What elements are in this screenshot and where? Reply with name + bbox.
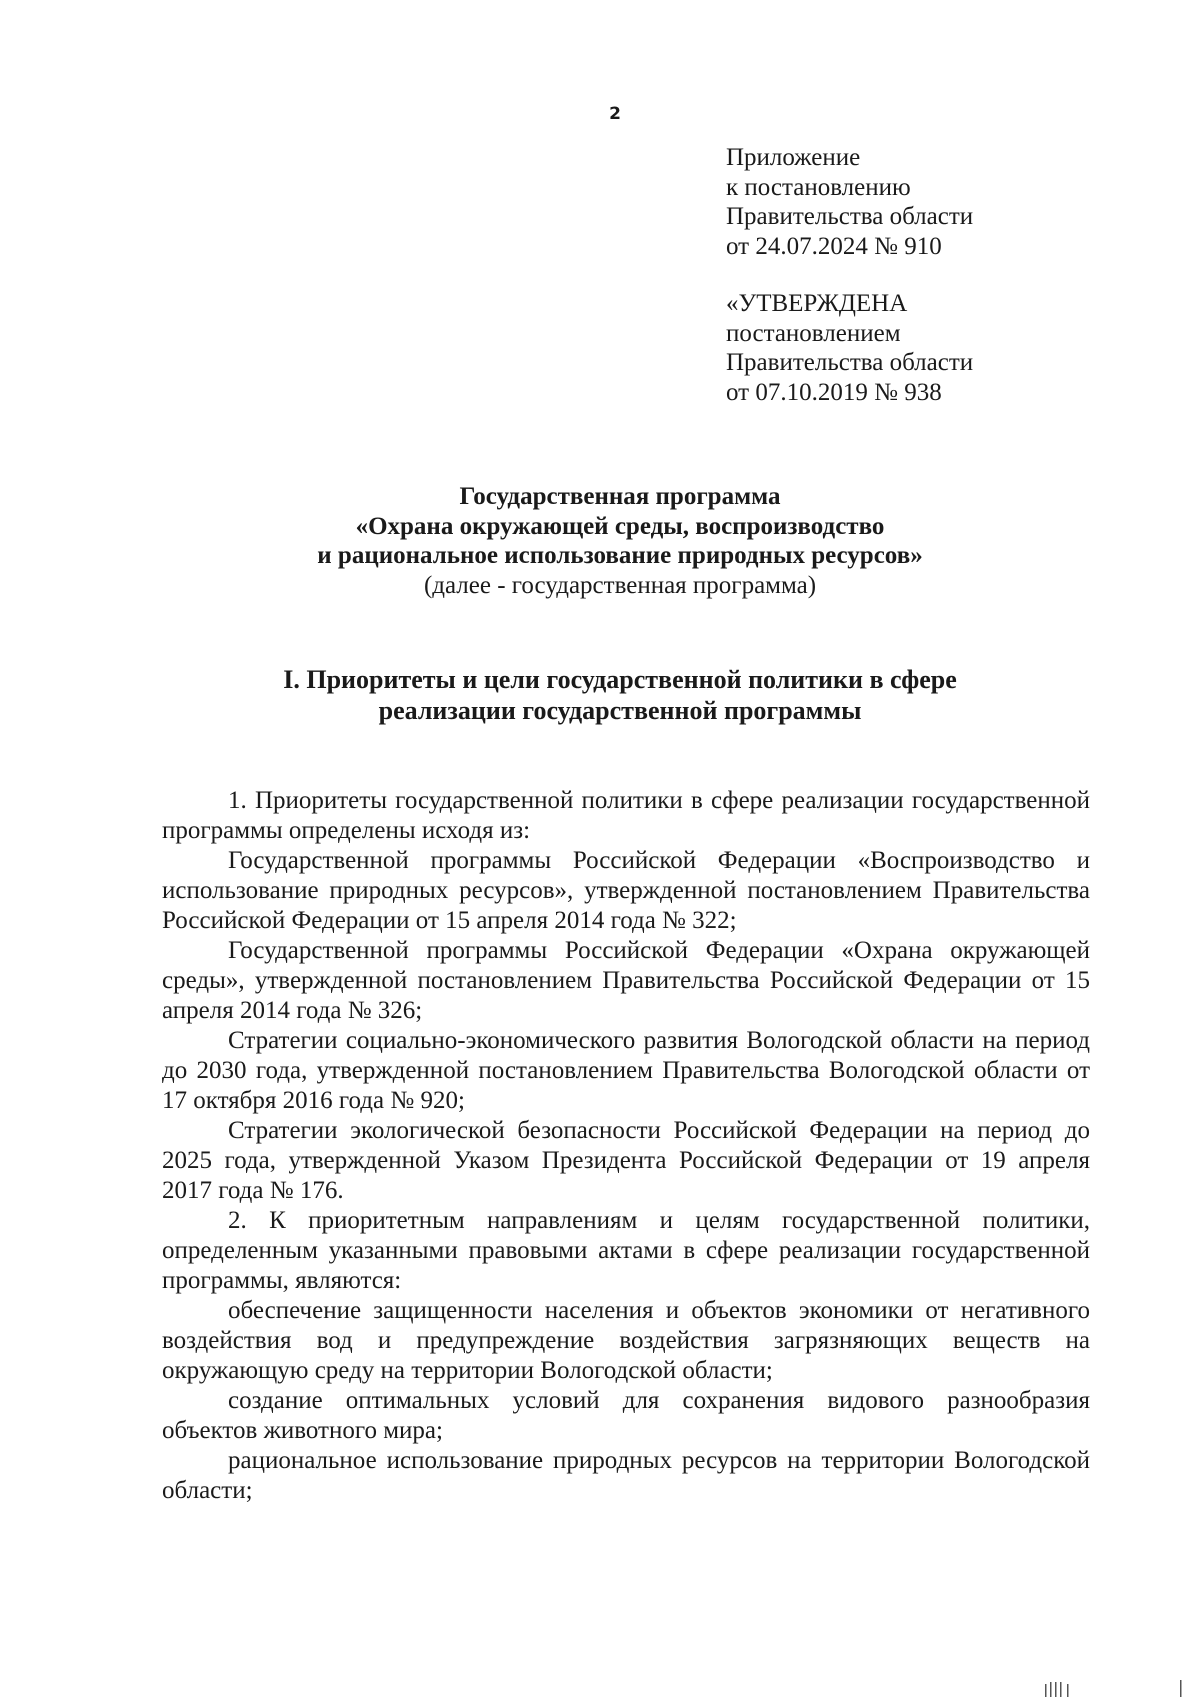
paragraph: обеспечение защищенности населения и объектов экономики от негативного воздействия вод и предупреждение воздействия загрязняющих веществ на окружающую среду на территории Вологодской области; xyxy=(162,1297,1090,1384)
appendix-line: от 24.07.2024 № 910 xyxy=(726,232,942,260)
paragraph: 1. Приоритеты государственной политики в сфере реализации государственной программы определены исходя из: xyxy=(162,787,1090,844)
program-title-line: и рациональное использование природных ресурсов» xyxy=(317,542,923,569)
program-title-line: «Охрана окружающей среды, воспроизводство xyxy=(355,512,885,540)
approved-line: постановлением xyxy=(726,319,901,347)
approved-block xyxy=(726,289,973,407)
approved-line: «УТВЕРЖДЕНА xyxy=(726,290,908,317)
body-text xyxy=(162,786,1090,1506)
paragraph: Государственной программы Российской Федерации «Охрана окружающей среды», утвержденной постановлением Правительства Российской Федерации от 15 апреля 2014 года № 326; xyxy=(162,937,1090,1024)
appendix-line: Приложение xyxy=(726,144,861,171)
paragraph: Стратегии социально-экономического развития Вологодской области на период до 2030 года, утвержденной постановлением Правительства Вологодской области от 17 октября 2016 года № 920; xyxy=(162,1027,1090,1114)
program-subtitle: (далее - государственная программа) xyxy=(423,571,817,599)
scan-marks xyxy=(1045,1680,1195,1697)
paragraph: создание оптимальных условий для сохранения видового разнообразия объектов животного мира; xyxy=(162,1387,1090,1444)
approved-line: Правительства области xyxy=(726,349,974,376)
paragraph: Стратегии экологической безопасности Российской Федерации на период до 2025 года, утвержденной Указом Президента Российской Федерации от 19 апреля 2017 года № 176. xyxy=(162,1117,1090,1204)
paragraph: Государственной программы Российской Федерации «Воспроизводство и использование природных ресурсов», утвержденной постановлением Правительства Российской Федерации от 15 апреля 2014 года № 322; xyxy=(162,847,1090,934)
paragraph: рациональное использование природных ресурсов на территории Вологодской области; xyxy=(162,1447,1090,1504)
appendix-line: к постановлению xyxy=(726,173,911,201)
page-number: 2 xyxy=(609,104,621,124)
program-title xyxy=(160,482,1080,600)
program-title-line: Государственная программа xyxy=(459,483,781,510)
paragraph: 2. К приоритетным направлениям и целям государственной политики, определенным указанными правовыми актами в сфере реализации государственной программы, являются: xyxy=(162,1207,1090,1294)
section-heading xyxy=(160,665,1080,726)
section-heading-line: реализации государственной программы xyxy=(378,695,862,725)
approved-line: от 07.10.2019 № 938 xyxy=(726,378,942,406)
appendix-line: Правительства области xyxy=(726,203,974,230)
section-heading-line: I. Приоритеты и цели государственной политики в сфере xyxy=(283,665,957,694)
appendix-block xyxy=(726,143,973,261)
